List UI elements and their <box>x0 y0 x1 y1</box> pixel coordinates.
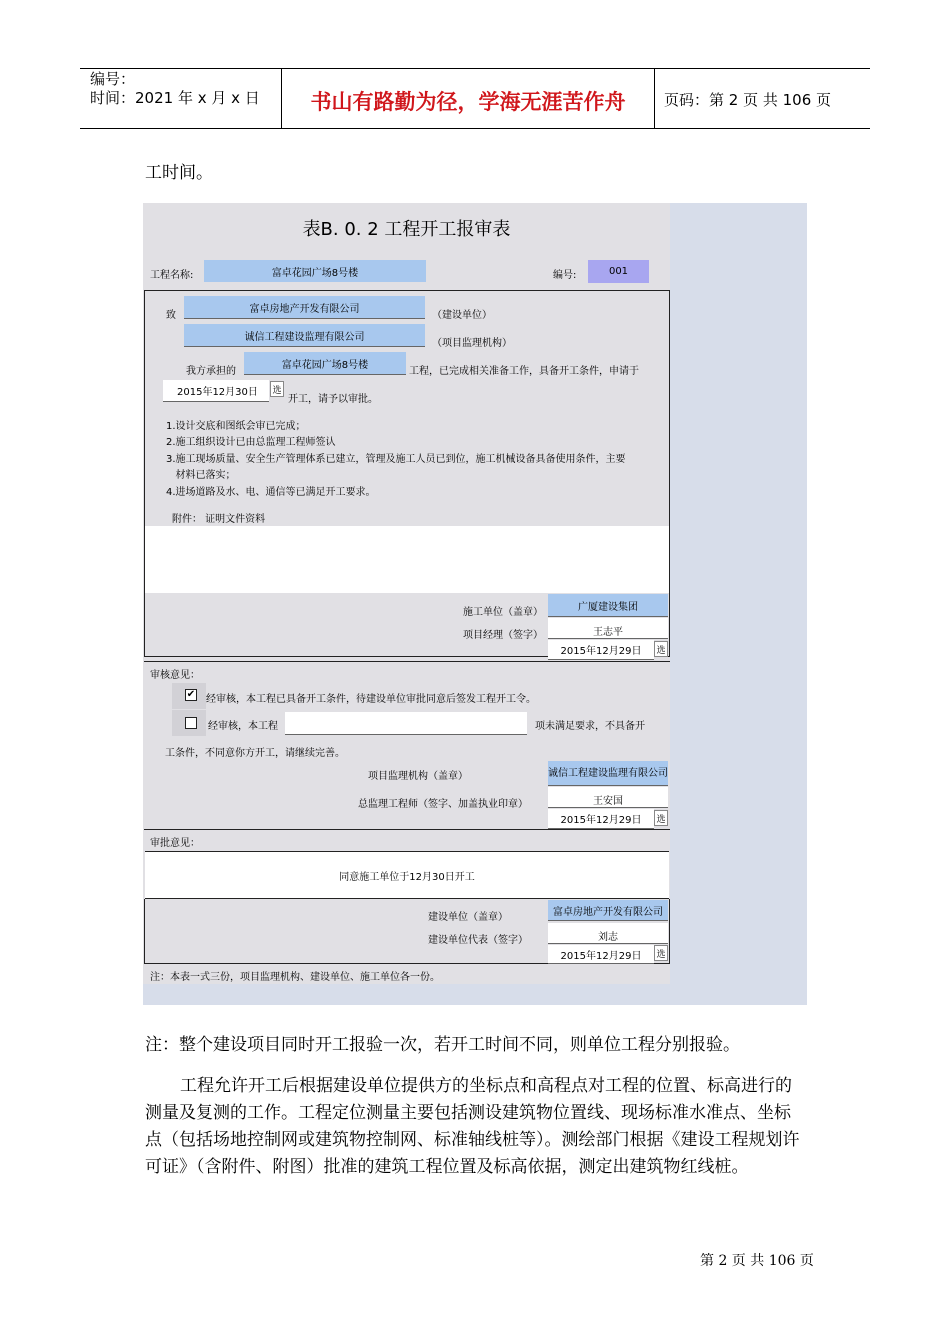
approval-label: 审批意见： <box>150 838 200 849</box>
owner-label: 建设单位（盖章） <box>428 912 508 923</box>
chief-signature-field[interactable]: 王安国 <box>548 787 668 808</box>
reject-checkbox[interactable] <box>185 717 197 729</box>
condition-item: 2.施工组织设计已由总监理工程师签认 <box>166 437 336 448</box>
section-divider <box>144 661 670 662</box>
condition-item: 3.施工现场质量、安全生产管理体系已建立，管理及施工人员已到位，施工机械设备具备使用条件，主要 <box>166 454 626 465</box>
attachment-area <box>145 526 669 593</box>
contractor-field[interactable]: 广厦建设集团 <box>548 594 668 617</box>
page-footer: 第 2 页 共 106 页 <box>700 1253 814 1269</box>
header-bottom-rule <box>80 128 870 129</box>
recipient-owner-suffix: （建设单位） <box>432 310 492 321</box>
we-undertake-label: 我方承担的 <box>186 366 236 377</box>
page-counter: 页码：第 2 页 共 106 页 <box>664 91 832 109</box>
owner-field[interactable]: 富卓房地产开发有限公司 <box>548 900 668 921</box>
project-ref-field[interactable]: 富卓花园广场8号楼 <box>244 352 406 375</box>
chief-label: 总监理工程师（签字、加盖执业印章） <box>358 799 528 810</box>
application-body-text: 工程，已完成相关准备工作，具备开工条件，申请于 <box>409 366 639 377</box>
recipient-supervisor-suffix: （项目监理机构） <box>432 338 512 349</box>
approve-checkbox[interactable]: ✔ <box>186 689 196 700</box>
condition-item: 1.设计交底和图纸会审已完成； <box>166 421 306 432</box>
condition-item: 材料已落实； <box>166 470 236 481</box>
pm-date-picker-button[interactable]: 选 <box>654 641 668 657</box>
paragraph-line: 可证》（含附件、附图）批准的建筑工程位置及标高依据，测定出建筑物红线桩。 <box>145 1157 749 1177</box>
owner-rep-field[interactable]: 刘志 <box>548 923 668 944</box>
project-name-field[interactable]: 富卓花园广场8号楼 <box>204 260 426 282</box>
pm-date-field[interactable]: 2015年12月29日 <box>548 640 654 660</box>
paragraph-line: 工程允许开工后根据建设单位提供方的坐标点和高程点对工程的位置、标高进行的 <box>180 1076 792 1096</box>
attachment-label: 附件： 证明文件资料 <box>172 514 266 525</box>
pm-label: 项目经理（签字） <box>463 630 543 641</box>
chief-date-picker-button[interactable]: 选 <box>654 810 668 826</box>
header-divider <box>281 68 282 129</box>
motto: 书山有路勤为径，学海无涯苦作舟 <box>310 89 626 114</box>
approval-opinion-field[interactable]: 同意施工单位于12月30日开工 <box>145 851 669 899</box>
note-text: 注：整个建设项目同时开工报验一次，若开工时间不同，则单位工程分别报验。 <box>145 1035 740 1055</box>
review-option-reject-cont: 项未满足要求，不具备开 <box>535 721 645 732</box>
supervisor-org-field[interactable]: 诚信工程建设监理有限公司 <box>548 761 668 786</box>
recipient-owner-field[interactable]: 富卓房地产开发有限公司 <box>184 296 425 319</box>
number-field[interactable]: 001 <box>588 260 649 283</box>
review-option-reject: 经审核，本工程 <box>208 721 278 732</box>
recipient-supervisor-field[interactable]: 诚信工程建设监理有限公司 <box>184 324 425 347</box>
number-field-label: 编号: <box>553 270 577 281</box>
number-label: 编号： <box>90 70 136 88</box>
section-divider <box>144 829 670 830</box>
time-label: 时间：2021 年 x 月 x 日 <box>90 89 260 107</box>
condition-item: 4.进场道路及水、电、通信等已满足开工要求。 <box>166 487 376 498</box>
start-date-field[interactable]: 2015年12月30日 <box>163 380 269 402</box>
owner-date-field[interactable]: 2015年12月29日 <box>548 945 654 964</box>
form-title: 表B. 0. 2 工程开工报审表 <box>302 219 511 240</box>
form-note: 注：本表一式三份，项目监理机构、建设单位、施工单位各一份。 <box>150 972 440 983</box>
owner-rep-label: 建设单位代表（签字） <box>428 935 528 946</box>
review-option-approve: 经审核，本工程已具备开工条件，待建设单位审批同意后签发工程开工令。 <box>206 694 536 705</box>
paragraph-line: 点（包括场地控制网或建筑物控制网、标准轴线桩等）。测绘部门根据《建设工程规划许 <box>145 1130 800 1150</box>
header-meta <box>90 70 260 108</box>
review-option-reject-end: 工条件，不同意你方开工，请继续完善。 <box>165 748 345 759</box>
pm-signature-field[interactable]: 王志平 <box>548 618 668 639</box>
start-suffix-text: 开工，请予以审批。 <box>288 394 378 405</box>
chief-date-field[interactable]: 2015年12月29日 <box>548 809 654 829</box>
header-divider <box>654 68 655 129</box>
owner-date-picker-button[interactable]: 选 <box>654 945 668 961</box>
unmet-items-field[interactable] <box>285 712 527 735</box>
project-name-label: 工程名称: <box>150 270 194 281</box>
review-label: 审核意见： <box>150 670 200 681</box>
contractor-label: 施工单位（盖章） <box>463 607 543 618</box>
start-date-picker-button[interactable]: 选 <box>270 381 284 397</box>
paragraph-line: 测量及复测的工作。工程定位测量主要包括测设建筑物位置线、现场标准水准点、坐标 <box>145 1103 791 1123</box>
header-top-rule <box>80 68 870 69</box>
intro-text: 工时间。 <box>145 163 213 183</box>
supervisor-org-label: 项目监理机构（盖章） <box>368 771 468 782</box>
to-label: 致 <box>166 310 176 321</box>
